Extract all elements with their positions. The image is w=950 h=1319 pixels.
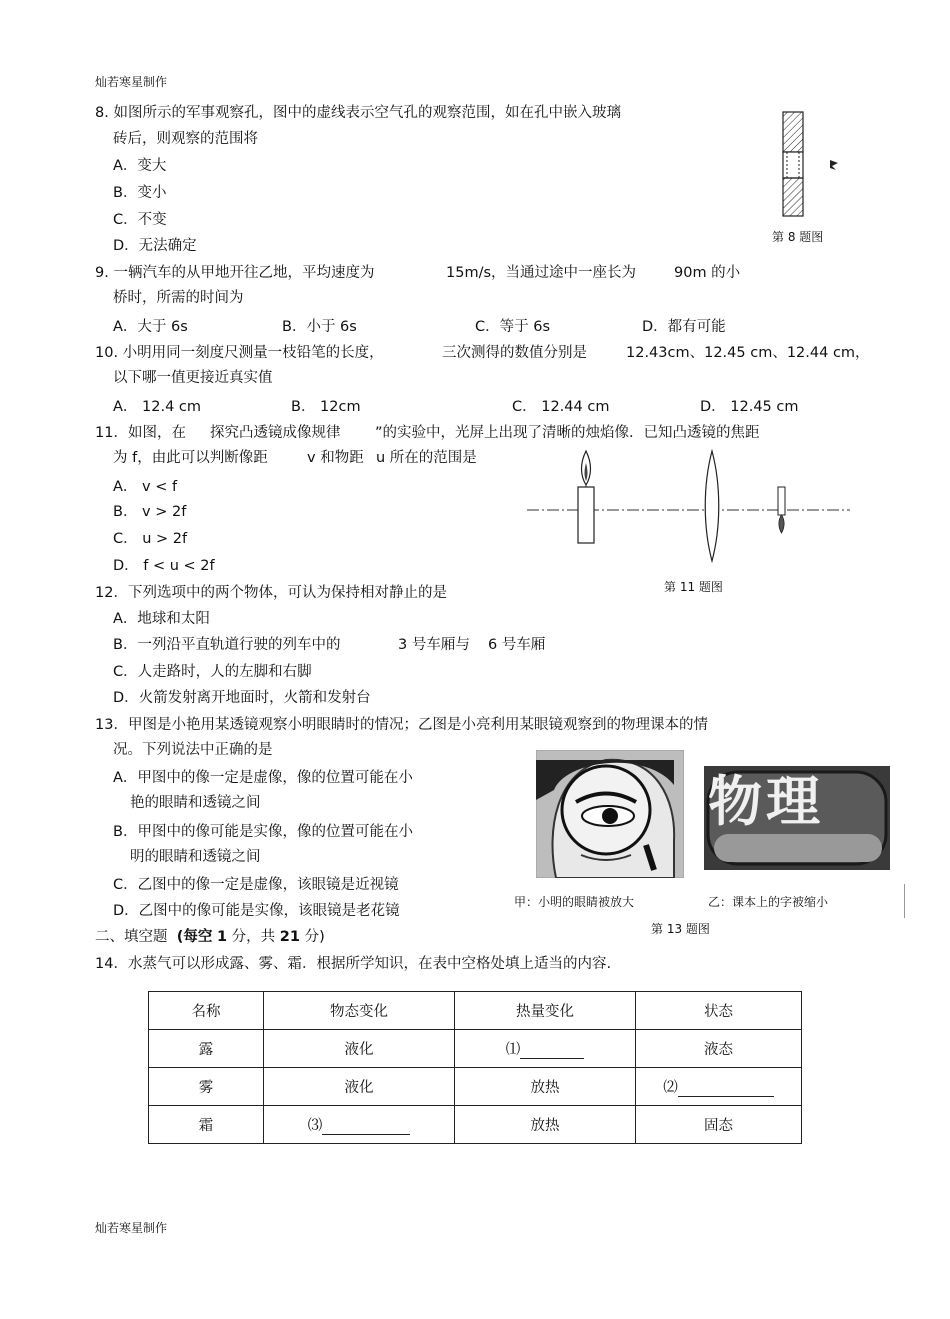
q8-option-b: B．变小 [113, 185, 167, 201]
q9-line1c: 90m 的小 [674, 265, 741, 281]
q14-line1: 14．水蒸气可以形成露、雾、霜．根据所学知识，在表中空格处填上适当的内容. [95, 956, 612, 972]
lens-experiment-figure [525, 445, 855, 570]
q8-option-c: C．不变 [113, 212, 167, 228]
q13-figure-caption: 第 13 题图 [651, 922, 710, 936]
table-cell: 液化 [264, 1068, 455, 1106]
q8-option-d: D．无法确定 [113, 238, 197, 254]
page-footer: 灿若寒星制作 [95, 1221, 168, 1235]
table-row [149, 1106, 802, 1144]
q12-option-b-part3: 6 号车厢 [488, 637, 546, 653]
q11-option-b: B． v > 2f [113, 504, 187, 520]
q9-option-a: A．大于 6s [113, 319, 188, 335]
q10-option-d: D． 12.45 cm [700, 399, 799, 415]
q11-line2b: v 和物距 [307, 450, 364, 466]
answer-blank[interactable] [678, 1082, 774, 1097]
answer-blank[interactable] [520, 1044, 584, 1059]
q9-option-d: D．都有可能 [642, 319, 726, 335]
q8-line1: 8. 如图所示的军事观察孔，图中的虚线表示空气孔的观察范围，如在孔中嵌入玻璃 [95, 105, 621, 121]
q9-line1a: 9. 一辆汽车的从甲地开往乙地，平均速度为 [95, 265, 375, 281]
table-row [149, 1030, 802, 1068]
blank-marker: ⑵ [663, 1080, 678, 1096]
q13-option-b-line2: 明的眼睛和透镜之间 [130, 849, 261, 865]
q9-line1b: 15m/s，当通过途中一座长为 [446, 265, 637, 281]
candle-icon [578, 451, 594, 543]
q10-line1b: 三次测得的数值分别是 [442, 345, 587, 361]
q13-option-a-line1: A．甲图中的像一定是虚像，像的位置可能在小 [113, 770, 413, 786]
q13-option-b-line1: B．甲图中的像可能是实像，像的位置可能在小 [113, 824, 413, 840]
magnified-eye-photo [536, 750, 684, 878]
q9-option-c: C．等于 6s [475, 319, 551, 335]
q12-option-d: D．火箭发射离开地面时，火箭和发射台 [113, 690, 371, 706]
q11-option-c: C． u > 2f [113, 531, 188, 547]
divider [904, 884, 905, 918]
q8-figure-caption: 第 8 题图 [772, 230, 824, 244]
answer-blank[interactable] [322, 1120, 410, 1135]
q8-option-a: A．变大 [113, 158, 167, 174]
table-cell: 放热 [455, 1106, 636, 1144]
q11-option-d: D． f < u < 2f [113, 558, 215, 574]
table-header-cell: 物态变化 [264, 992, 455, 1030]
q10-option-a: A． 12.4 cm [113, 399, 202, 415]
q11-line1b: 探究凸透镜成像规律 [210, 425, 341, 441]
q9-line2: 桥时，所需的时间为 [113, 290, 244, 306]
table-cell: 液态 [636, 1030, 802, 1068]
q9-option-b: B．小于 6s [282, 319, 357, 335]
table-cell-blank[interactable] [455, 1030, 636, 1068]
table-cell: 放热 [455, 1068, 636, 1106]
q12-option-c: C．人走路时，人的左脚和右脚 [113, 664, 312, 680]
table-cell: 固态 [636, 1106, 802, 1144]
table-cell-blank[interactable] [636, 1068, 802, 1106]
blank-marker: ⑶ [307, 1118, 323, 1134]
q10-option-c: C． 12.44 cm [512, 399, 610, 415]
q11-figure-caption: 第 11 题图 [664, 580, 723, 594]
q10-line2: 以下哪一值更接近真实值 [113, 370, 273, 386]
page-header: 灿若寒星制作 [95, 75, 168, 89]
q11-line2c: u 所在的范围是 [376, 450, 477, 466]
table-header-cell: 热量变化 [455, 992, 636, 1030]
book-text: 物理 [708, 770, 824, 833]
q11-line1c: ”的实验中，光屏上出现了清晰的烛焰像．已知凸透镜的焦距 [375, 425, 760, 441]
convex-lens-icon [705, 451, 719, 561]
q13-line1: 13．甲图是小艳用某透镜观察小明眼睛时的情况；乙图是小亮利用某眼镜观察到的物理课本的情 [95, 717, 708, 733]
q10-option-b: B． 12cm [291, 399, 361, 415]
q13-line2: 况。下列说法中正确的是 [113, 742, 273, 758]
q12-option-a: A．地球和太阳 [113, 611, 210, 627]
q12-option-b-part2: 3 号车厢与 [398, 637, 470, 653]
q10-line1c: 12.43cm、12.45 cm、12.44 cm， [626, 345, 870, 361]
table-cell: 露 [149, 1030, 264, 1068]
q12-line1: 12．下列选项中的两个物体，可认为保持相对静止的是 [95, 585, 447, 601]
q13-caption-right: 乙：课本上的字被缩小 [708, 895, 829, 909]
q14-table [148, 991, 802, 1144]
q13-option-d: D．乙图中的像可能是实像，该眼镜是老花镜 [113, 903, 400, 919]
q13-option-c: C．乙图中的像一定是虚像，该眼镜是近视镜 [113, 877, 399, 893]
table-header-row [149, 992, 802, 1030]
table-cell: 雾 [149, 1068, 264, 1106]
inverted-image-icon [778, 487, 785, 533]
q11-option-a: A． v < f [113, 479, 178, 495]
q8-line2: 砖后，则观察的范围将 [113, 131, 258, 147]
table-header-cell: 名称 [149, 992, 264, 1030]
q13-caption-left: 甲：小明的眼睛被放大 [514, 895, 635, 909]
q13-option-a-line2: 艳的眼睛和透镜之间 [130, 795, 261, 811]
table-cell: 霜 [149, 1106, 264, 1144]
table-cell-blank[interactable] [264, 1106, 455, 1144]
observation-hole-figure [770, 108, 850, 223]
q11-line2a: 为 f，由此可以判断像距 [113, 450, 268, 466]
q10-line1a: 10. 小明用同一刻度尺测量一枝铅笔的长度， [95, 345, 384, 361]
q12-option-b: B．一列沿平直轨道行驶的列车中的 [113, 637, 341, 653]
table-header-cell: 状态 [636, 992, 802, 1030]
section2-heading: 二、填空题 (每空 1 分，共 21 分) [95, 929, 325, 945]
q11-line1a: 11．如图，在 [95, 425, 186, 441]
table-row [149, 1068, 802, 1106]
blank-marker: ⑴ [505, 1042, 521, 1058]
table-cell: 液化 [264, 1030, 455, 1068]
